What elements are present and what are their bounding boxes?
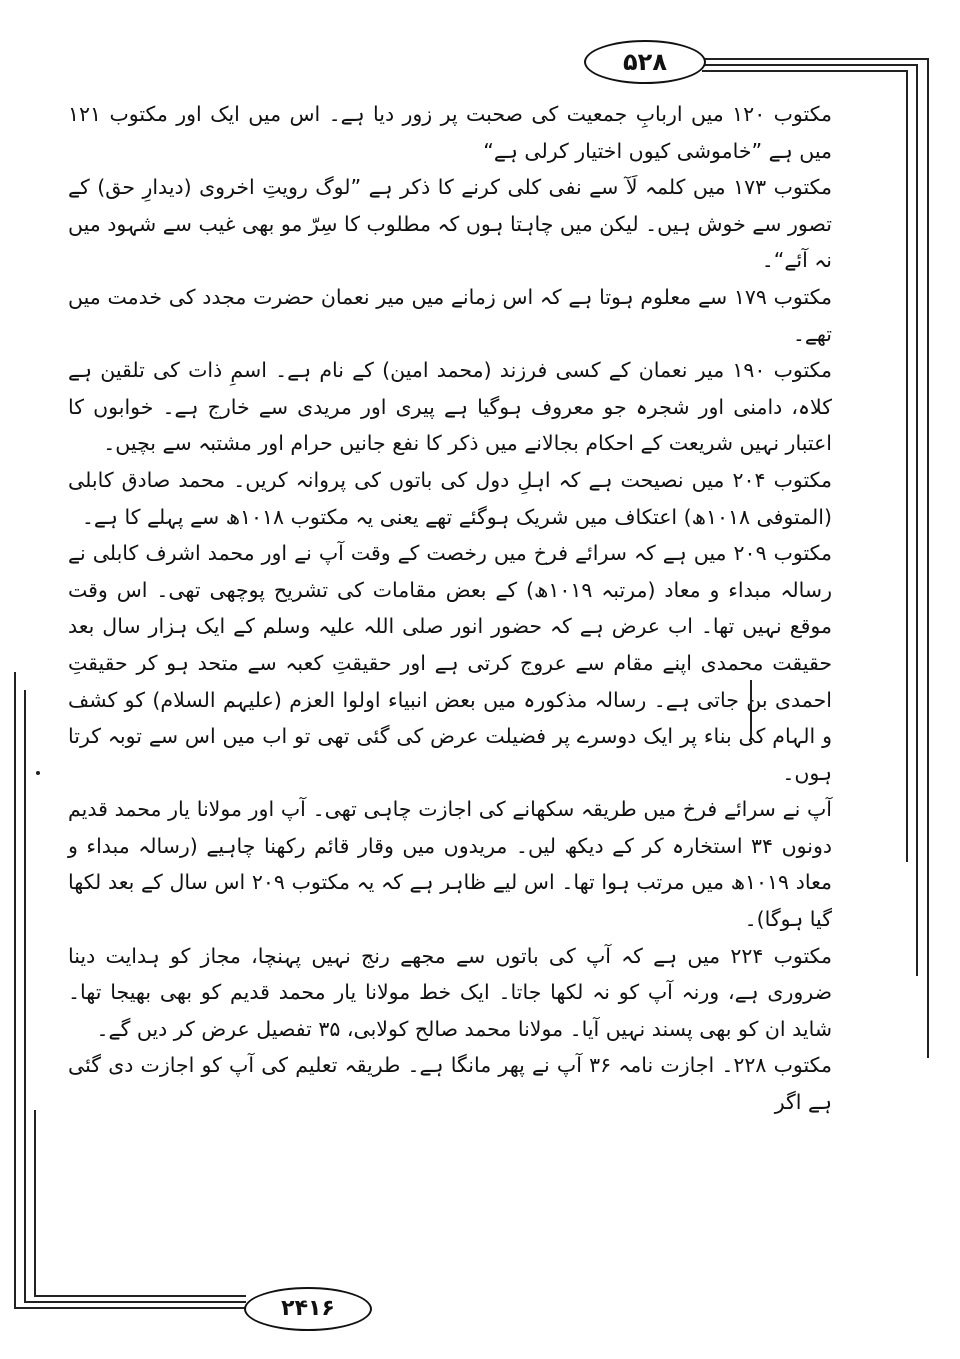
border-line [24, 690, 26, 1302]
border-line [702, 58, 929, 60]
border-line [14, 1307, 246, 1309]
margin-dot [36, 771, 40, 775]
paragraph: مکتوب ۲۰۹ میں ہے کہ سرائے فرخ میں رخصت کے وقت آپ نے اور محمد اشرف کابلی نے رسالہ مبداء و معاد (مرتبہ ۱۰۱۹ھ) کے بعض مقامات کی تشریح پوچھی تھی۔ اس وقت موقع نہیں تھا۔ اب عرض ہے کہ حضور انور صلی اللہ علیہ وسلم کے ایک ہزار سال بعد حقیقت محمدی اپنے مقام سے عروج کرتی ہے اور حقیقتِ کعبہ سے متحد ہو کر حقیقتِ احمدی بن جاتی ہے۔ رسالہ مذکورہ میں بعض انبیاء اولوا العزم (علیہم السلام) کو کشف و الہام کی بناء پر ایک دوسرے پر فضیلت عرض کی گئی تھی تو اب میں اس سے توبہ کرتا ہوں۔ [68, 541, 833, 785]
border-line [34, 1295, 246, 1297]
border-line [906, 70, 908, 862]
paragraph: مکتوب ۱۷۹ سے معلوم ہوتا ہے کہ اس زمانے میں میر نعمان حضرت مجدد کی خدمت میں تھے۔ [68, 284, 832, 346]
paragraph: مکتوب ۱۹۰ میر نعمان کے کسی فرزند (محمد امین) کے نام ہے۔ اسمِ ذات کی تلقین ہے کلاہ، دامنی اور شجرہ جو معروف ہوگیا ہے پیری اور مریدی سے خارج ہے۔ خوابوں کا اعتبار نہیں شریعت کے احکام بجالانے میں ذکر کا نفع جانیں حرام اور مشتبہ سے بچیں۔ [68, 358, 832, 456]
paragraph: مکتوب ۱۲۰ میں اربابِ جمعیت کی صحبت پر زور دیا ہے۔ اس میں ایک اور مکتوب ۱۲۱ میں ہے ”خاموشی کیوں اختیار کرلی ہے“ [68, 102, 832, 163]
page-number-top: ۵۲۸ [584, 40, 706, 84]
paragraph: مکتوب ۲۰۴ میں نصیحت ہے کہ اہلِ دول کی باتوں کی پروانہ کریں۔ محمد صادق کابلی (المتوفی ۱۰۱۸ھ) اعتکاف میں شریک ہوگئے تھے یعنی یہ مکتوب ۱۰۱۸ھ سے پہلے کا ہے۔ [68, 467, 832, 529]
border-line [927, 58, 929, 1058]
border-line [916, 64, 918, 976]
text-body [68, 96, 832, 1121]
paragraph: مکتوب ۲۲۸۔ اجازت نامہ ۳۶ آپ نے پھر مانگا ہے۔ طریقہ تعلیم کی آپ کو اجازت دی گئی ہے اگر [68, 1053, 832, 1115]
border-line [702, 64, 918, 66]
page-number-bottom: ۲۴۱۶ [244, 1287, 372, 1331]
border-line [702, 70, 908, 72]
paragraph: مکتوب ۱۷۳ میں کلمہ لَآ سے نفی کلی کرنے کا ذکر ہے ”لوگ رویتِ اخروی (دیدارِ حق) کے تصور سے خوش ہیں۔ لیکن میں چاہتا ہوں کہ مطلوب کا سِرّ مو بھی غیب سے شہود میں نہ آئے“۔ [68, 175, 832, 273]
border-line [24, 1301, 246, 1303]
border-line [34, 1110, 36, 1296]
paragraph: مکتوب ۲۲۴ میں ہے کہ آپ کی باتوں سے مجھے رنج نہیں پہنچا، مجاز کو ہدایت دینا ضروری ہے، ورنہ آپ کو نہ لکھا جاتا۔ ایک خط مولانا یار محمد قدیم کو بھی بھیجا تھا۔ شاید ان کو بھی پسند نہیں آیا۔ مولانا محمد صالح کولابی، ۳۵ تفصیل عرض کر دیں گے۔ [68, 943, 832, 1041]
border-line [14, 672, 16, 1308]
paragraph: آپ نے سرائے فرخ میں طریقہ سکھانے کی اجازت چاہی تھی۔ آپ اور مولانا یار محمد قدیم دونوں ۳۴ استخارہ کر کے دیکھ لیں۔ مریدوں میں وقار قائم رکھنا چاہیے (رسالہ مبداء و معاد ۱۰۱۹ھ میں مرتب ہوا تھا۔ اس لیے ظاہر ہے کہ یہ مکتوب ۲۰۹ اس سال کے بعد لکھا گیا ہوگا)۔ [68, 797, 832, 932]
